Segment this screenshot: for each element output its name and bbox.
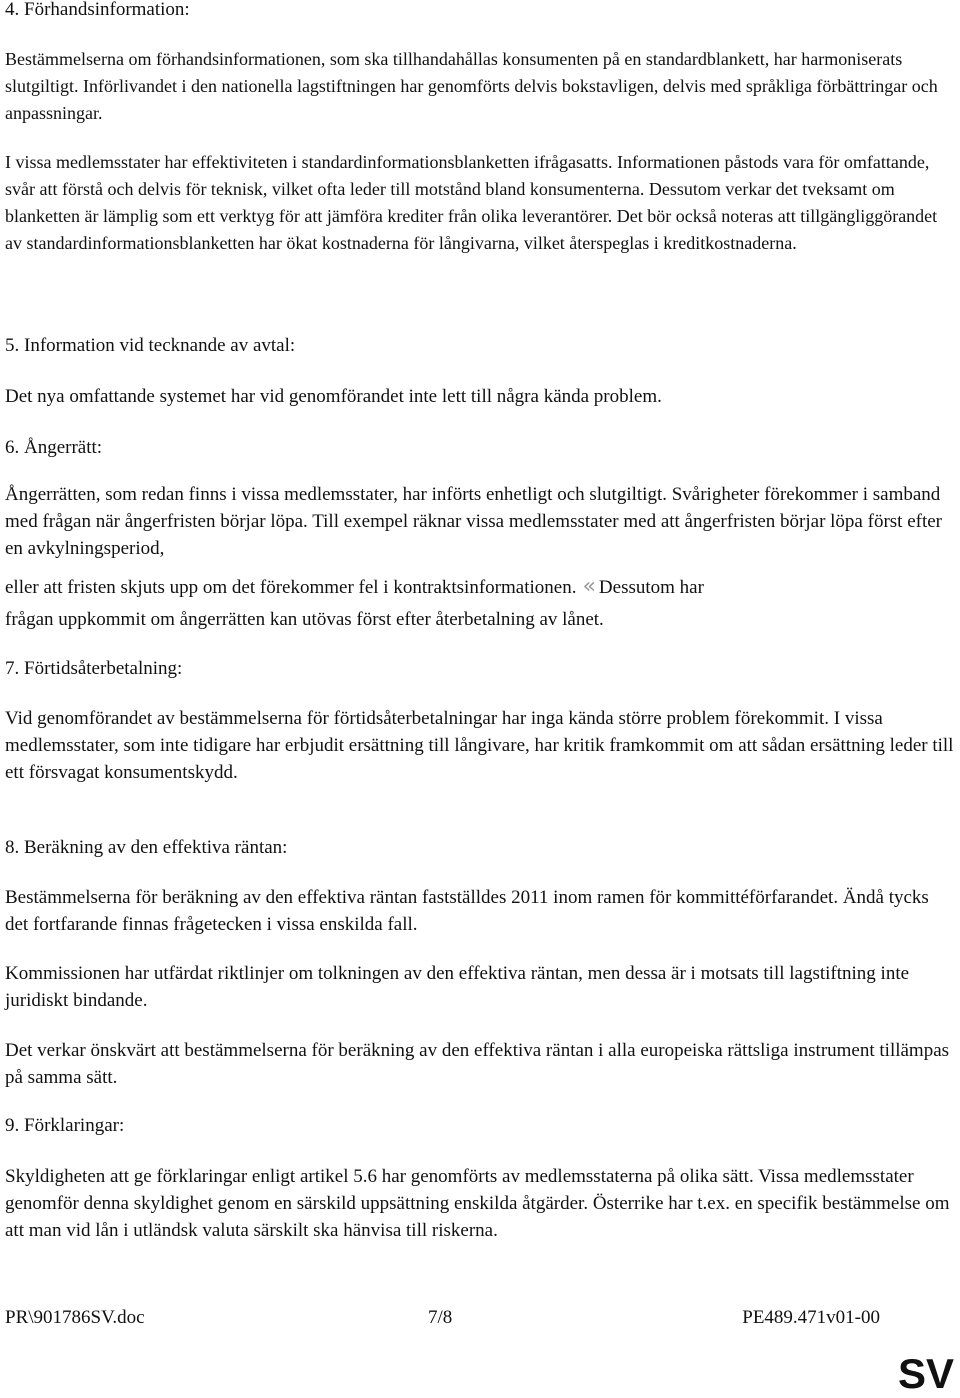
section-7-heading: 7. Förtidsåterbetalning: <box>5 658 183 679</box>
section-8-heading: 8. Beräkning av den effektiva räntan: <box>5 837 288 858</box>
section-6-paragraph-c: frågan uppkommit om ångerrätten kan utövas först efter återbetalning av lånet. <box>5 609 604 630</box>
section-9-paragraph-1: Skyldigheten att ge förklaringar enligt artikel 5.6 har genomförts av medlemsstaterna på olika sätt. Vissa medlemsstater genomför denna skyldighet genom en särskild uppsättning enskilda åtgärder. Österrike har t.ex. en specifik bestämmelse om att man vid lån i utländsk valuta särskilt ska hänvisa till riskerna. <box>5 1166 950 1241</box>
section-4-paragraph-1: Bestämmelserna om förhandsinformationen, som ska tillhandahållas konsumenten på en standardblankett, har harmoniserats slutgiltigt. Införlivandet i den nationella lagstiftningen har genomförts delvis bokstavligen, delvis med språkliga förbättringar och anpassningar. <box>5 49 938 123</box>
section-4-heading: 4. Förhandsinformation: <box>5 0 190 20</box>
change-marker-icon: « <box>582 574 596 599</box>
section-6-paragraph-b-end: Dessutom har <box>598 577 704 598</box>
section-8-paragraph-1: Bestämmelserna för beräkning av den effektiva räntan fastställdes 2011 inom ramen för kommittéförfarandet. Ändå tycks det fortfarande finnas frågetecken i vissa enskilda fall. <box>5 887 929 935</box>
section-6-heading: 6. Ångerrätt: <box>5 437 103 458</box>
section-6-paragraph-b <box>5 573 955 601</box>
section-8-paragraph-3: Det verkar önskvärt att bestämmelserna för beräkning av den effektiva räntan i alla europeiska rättsliga instrument tillämpas på samma sätt. <box>5 1040 950 1088</box>
section-5-paragraph-1: Det nya omfattande systemet har vid genomförandet inte lett till några kända problem. <box>5 386 662 407</box>
section-8-paragraph-2: Kommissionen har utfärdat riktlinjer om tolkningen av den effektiva räntan, men dessa är i motsats till lagstiftning inte juridiskt bindande. <box>5 963 910 1011</box>
footer-pe-ref: PE489.471v01-00 <box>742 1307 880 1328</box>
section-6-paragraph-a: Ångerrätten, som redan finns i vissa medlemsstater, har införts enhetligt och slutgiltigt. Svårigheter förekommer i samband med frågan när ångerfristen börjar löpa. Till exempel räknar vissa medlemsstater med att ångerfristen börjar löpa först efter en avkylningsperiod, <box>5 484 942 559</box>
section-7-paragraph-1: Vid genomförandet av bestämmelserna för förtidsåterbetalningar har inga kända större problem förekommit. I vissa medlemsstater, som inte tidigare har erbjudit ersättning till långivare, har kritik framkommit om att sådan ersättning leder till ett försvagat konsumentskydd. <box>5 708 954 783</box>
section-6-paragraph <box>5 481 955 633</box>
language-code: SV <box>897 1350 954 1397</box>
section-9-heading: 9. Förklaringar: <box>5 1115 125 1136</box>
section-6-paragraph-b-start: eller att fristen skjuts upp om det förekommer fel i kontraktsinformationen. <box>5 577 577 598</box>
footer-page-number: 7/8 <box>428 1307 453 1328</box>
footer-doc-ref: PR\901786SV.doc <box>5 1307 145 1328</box>
section-5-heading: 5. Information vid tecknande av avtal: <box>5 335 296 356</box>
section-4-paragraph-2: I vissa medlemsstater har effektiviteten i standardinformationsblanketten ifrågasatts. Informationen påstods vara för omfattande, svår att förstå och delvis för teknisk, vilket ofta leder till motstånd bland konsumenterna. Dessutom verkar det tveksamt om blanketten är lämplig som ett verktyg för att jämföra krediter från olika leverantörer. Det bör också noteras att tillgängliggörandet av standardinformationsblanketten har ökat kostnaderna för långivarna, vilket återspeglas i kreditkostnaderna. <box>5 152 938 253</box>
